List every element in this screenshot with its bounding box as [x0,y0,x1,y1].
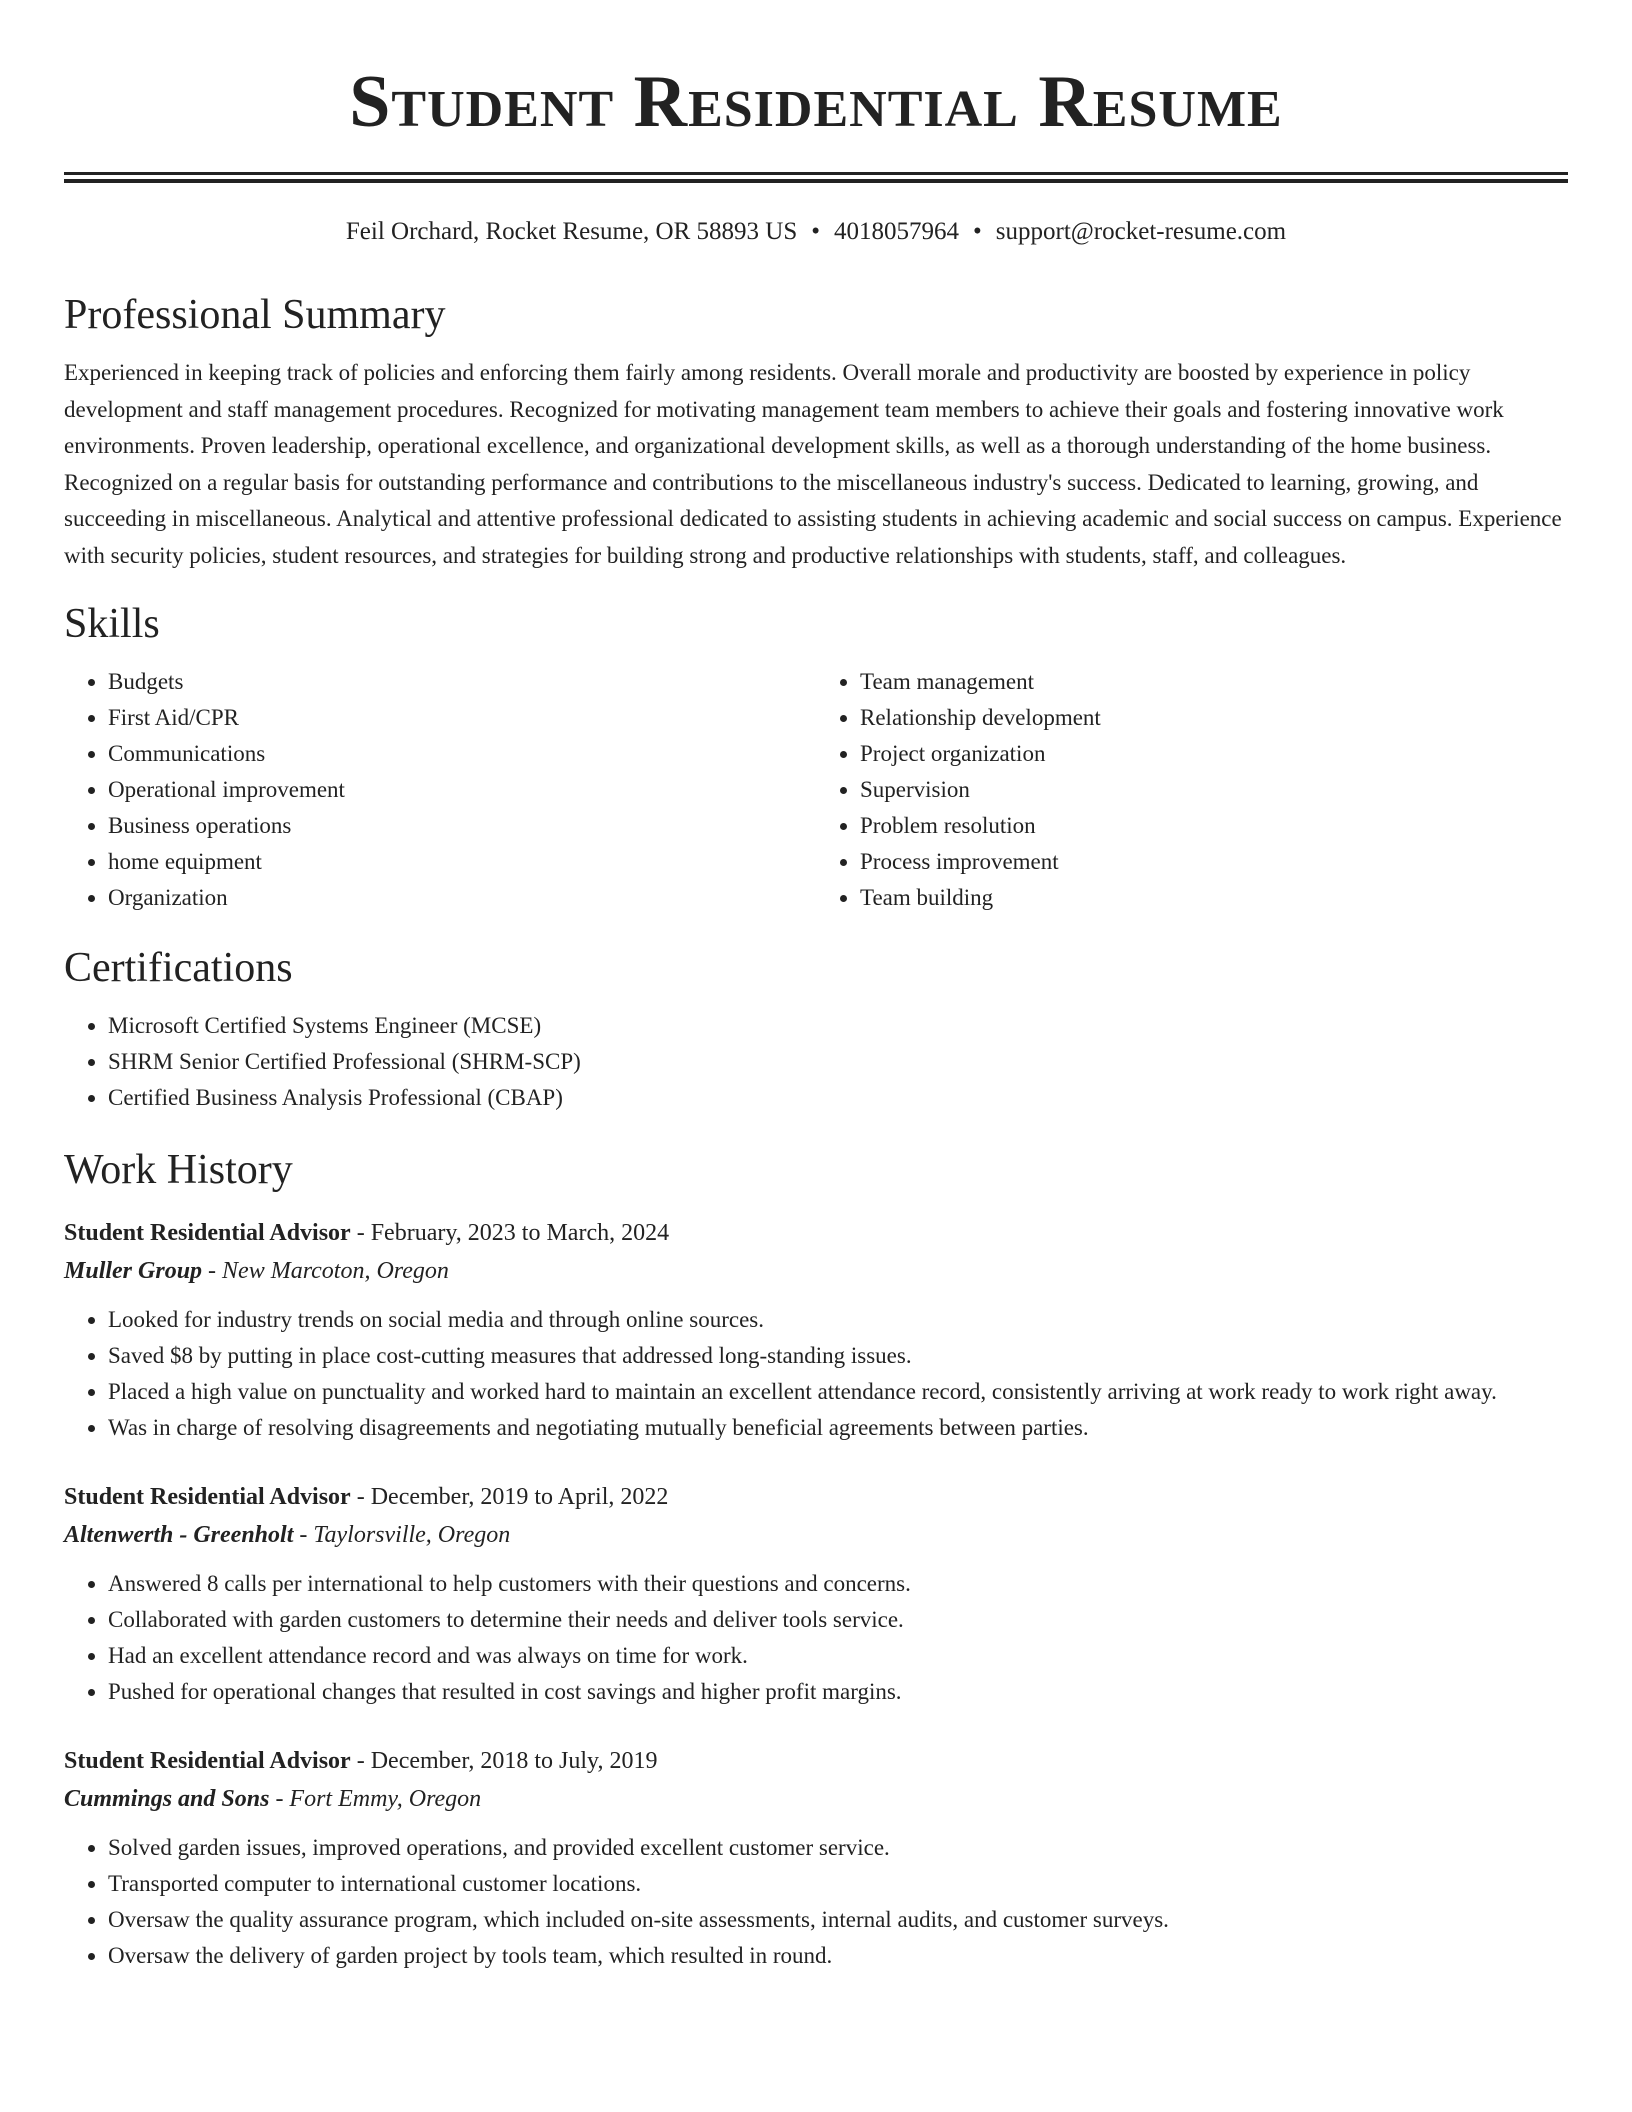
skills-left-list [64,664,816,916]
contact-phone: 4018057964 [834,218,960,245]
job-company: Cummings and Sons [64,1786,270,1812]
job-bullet: • Placed a high value on punctuality and worked hard to maintain an excellent attendance record, consistently arriving at work ready to work right away. [108,1374,1568,1410]
job-entry [64,1478,1568,1710]
job-company: Altenwerth - Greenholt [64,1522,294,1548]
job-entry [64,1214,1568,1446]
job-bullet: • Solved garden issues, improved operations, and provided excellent customer service. [108,1830,1568,1866]
job-dates: - February, 2023 to March, 2024 [350,1220,670,1246]
skill-item: • home equipment [108,844,816,880]
summary-heading: Professional Summary [64,292,446,338]
skill-item: • Organization [108,880,816,916]
job-bullet: • Saved $8 by putting in place cost-cutting measures that addressed long-standing issues. [108,1338,1568,1374]
job-dates: - December, 2018 to July, 2019 [350,1748,658,1774]
skill-item: • Business operations [108,808,816,844]
skills-right-list [816,664,1568,916]
job-bullets [64,1830,1568,1974]
certification-item: • Microsoft Certified Systems Engineer (MCSE) [108,1008,1568,1044]
job-bullet: • Collaborated with garden customers to determine their needs and deliver tools service. [108,1602,1568,1638]
skill-item: • Team management [860,664,1568,700]
job-bullet: • Transported computer to international customer locations. [108,1866,1568,1902]
job-company-line [64,1252,1568,1290]
certifications-list [64,1008,1568,1116]
skill-item: • First Aid/CPR [108,700,816,736]
job-bullet: • Was in charge of resolving disagreements and negotiating mutually beneficial agreements between parties. [108,1410,1568,1446]
job-company-line [64,1780,1568,1818]
skills-grid [64,664,1568,916]
contact-email: support@rocket-resume.com [995,218,1287,245]
job-title-line [64,1742,1568,1780]
work-history-heading: Work History [64,1147,293,1193]
job-bullet: • Pushed for operational changes that resulted in cost savings and higher profit margins. [108,1674,1568,1710]
contact-separator: • [973,218,982,245]
skill-item: • Relationship development [860,700,1568,736]
job-bullets [64,1302,1568,1446]
skills-heading: Skills [64,601,160,647]
skill-item: • Project organization [860,736,1568,772]
skill-item: • Operational improvement [108,772,816,808]
job-bullet: • Oversaw the delivery of garden project by tools team, which resulted in round. [108,1938,1568,1974]
job-bullet: • Looked for industry trends on social media and through online sources. [108,1302,1568,1338]
title-divider [64,172,1568,183]
job-company-line [64,1516,1568,1554]
job-company: Muller Group [64,1258,203,1284]
contact-address: Feil Orchard, Rocket Resume, OR 58893 US [345,218,798,245]
job-title: Student Residential Advisor [64,1484,351,1510]
skill-item: • Problem resolution [860,808,1568,844]
contact-line [64,215,1568,249]
job-title: Student Residential Advisor [64,1220,351,1246]
certifications-heading: Certifications [64,945,293,991]
job-bullet: • Oversaw the quality assurance program, which included on-site assessments, internal audits, and customer surveys. [108,1902,1568,1938]
job-bullets [64,1566,1568,1710]
job-dates: - December, 2019 to April, 2022 [350,1484,669,1510]
job-entry [64,1742,1568,1974]
job-bullet: • Had an excellent attendance record and was always on time for work. [108,1638,1568,1674]
job-location: - New Marcoton, Oregon [202,1258,449,1284]
skill-item: • Supervision [860,772,1568,808]
job-title: Student Residential Advisor [64,1748,351,1774]
job-location: - Taylorsville, Oregon [293,1522,511,1548]
summary-text: Experienced in keeping track of policies and enforcing them fairly among residents. Overall morale and productivity are boosted by experience in policy development and staff management procedures. Recognized for motivating management team members to achieve their goals and fostering innovative work environments. Proven leadership, operational excellence, and organizational development skills, as well as a thorough understanding of the home business. Recognized on a regular basis for outstanding performance and contributions to the miscellaneous industry's success. Dedicated to learning, growing, and succeeding in miscellaneous. Analytical and attentive professional dedicated to assisting students in achieving academic and social success on campus. Experience with security policies, student resources, and strategies for building strong and productive relationships with students, staff, and colleagues. [64,360,1562,568]
skill-item: • Budgets [108,664,816,700]
resume-title: Student Residential Resume [349,61,1283,143]
skill-item: • Team building [860,880,1568,916]
job-title-line [64,1214,1568,1252]
job-title-line [64,1478,1568,1516]
certification-item: • SHRM Senior Certified Professional (SHRM-SCP) [108,1044,1568,1080]
contact-separator: • [811,218,821,245]
job-bullet: • Answered 8 calls per international to help customers with their questions and concerns. [108,1566,1568,1602]
skill-item: • Process improvement [860,844,1568,880]
certification-item: • Certified Business Analysis Professional (CBAP) [108,1080,1568,1116]
job-location: - Fort Emmy, Oregon [269,1786,482,1812]
skill-item: • Communications [108,736,816,772]
